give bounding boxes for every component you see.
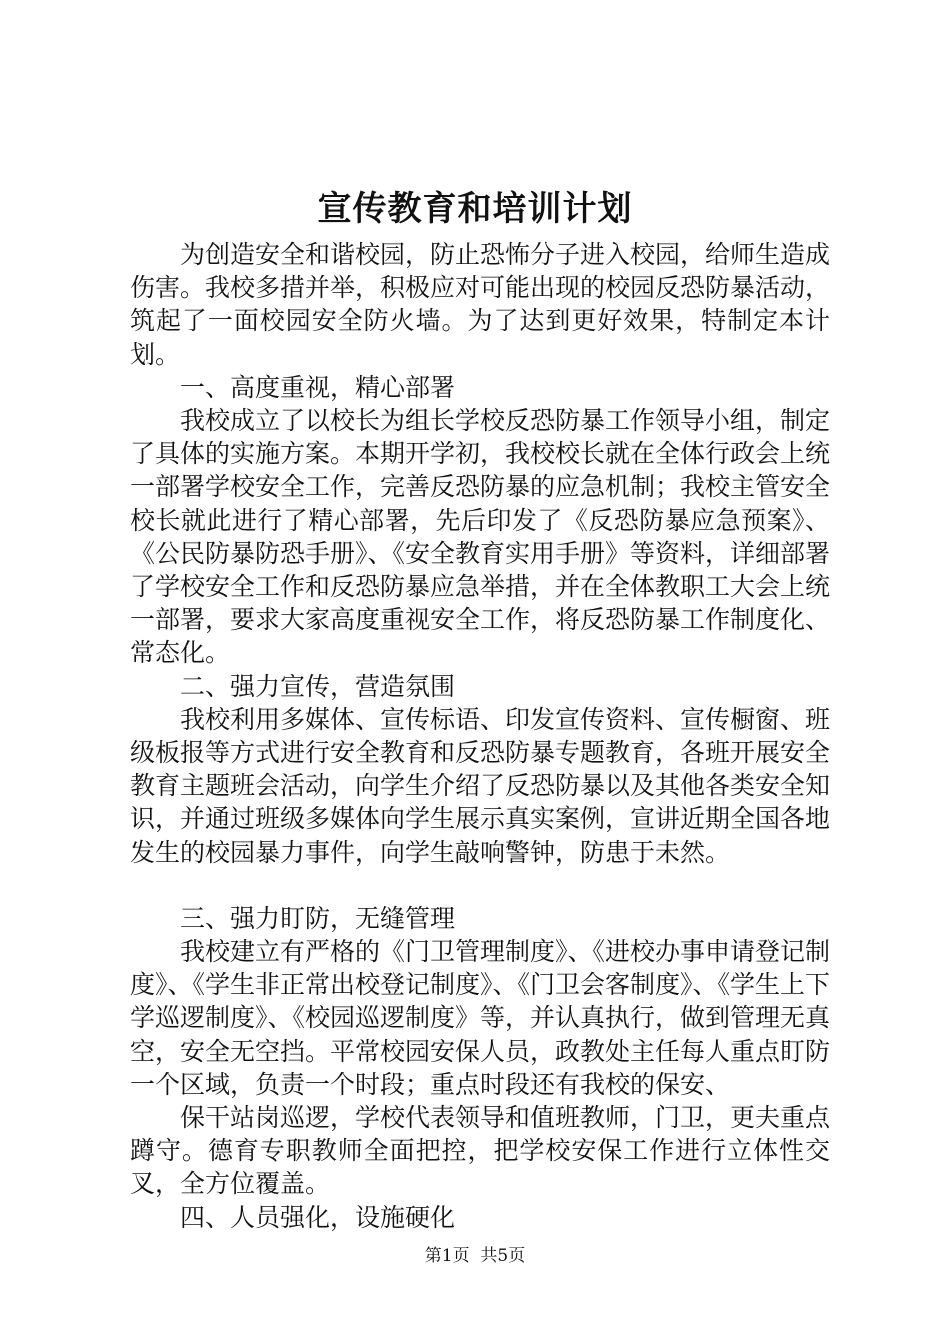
section-1-paragraph: 我校成立了以校长为组长学校反恐防暴工作领导小组，制定了具体的实施方案。本期开学初，我校校长就在全体行政会上统一部署学校安全工作，完善反恐防暴的应急机制；我校主管安全校长就此进行了精心部署，先后印发了《反恐防暴应急预案》、《公民防暴防恐手册》、《安全教育实用手册》等资料，详细部署了学校安全工作和反恐防暴应急举措，并在全体教职工大会上统一部署，要求大家高度重视安全工作，将反恐防暴工作制度化、常态化。 xyxy=(130,406,831,668)
page-footer xyxy=(0,1244,950,1268)
document-title: 宣传教育和培训计划 xyxy=(317,189,633,229)
document-body xyxy=(130,238,830,1234)
section-heading-1: 一、高度重视，精心部署 xyxy=(180,372,456,402)
section-3-paragraph-continued: 保干站岗巡逻，学校代表领导和值班教师，门卫，更夫重点蹲守。德育专职教师全面把控，把学校安保工作进行立体性交叉，全方位覆盖。 xyxy=(130,1103,831,1199)
section-heading-3: 三、强力盯防，无缝管理 xyxy=(180,903,456,933)
section-heading-2: 二、强力宣传，营造氛围 xyxy=(180,671,456,701)
section-2-paragraph: 我校利用多媒体、宣传标语、印发宣传资料、宣传橱窗、班级板报等方式进行安全教育和反恐防暴专题教育，各班开展安全教育主题班会活动，向学生介绍了反恐防暴以及其他各类安全知识，并通过班级多媒体向学生展示真实案例，宣讲近期全国各地发生的校园暴力事件，向学生敲响警钟，防患于未然。 xyxy=(130,704,831,867)
page-number: 第1页 共5页 xyxy=(424,1246,526,1266)
section-3-paragraph: 我校建立有严格的《门卫管理制度》、《进校办事申请登记制度》、《学生非正常出校登记制度》、《门卫会客制度》、《学生上下学巡逻制度》、《校园巡逻制度》等，并认真执行，做到管理无真空，安全无空挡。平常校园安保人员，政教处主任每人重点盯防一个区域，负责一个时段；重点时段还有我校的保安、 xyxy=(130,937,831,1099)
section-heading-4: 四、人员强化，设施硬化 xyxy=(180,1202,456,1232)
intro-paragraph: 为创造安全和谐校园，防止恐怖分子进入校园，给师生造成伤害。我校多措并举，积极应对可能出现的校园反恐防暴活动，筑起了一面校园安全防火墙。为了达到更好效果，特制定本计划。 xyxy=(130,240,831,369)
